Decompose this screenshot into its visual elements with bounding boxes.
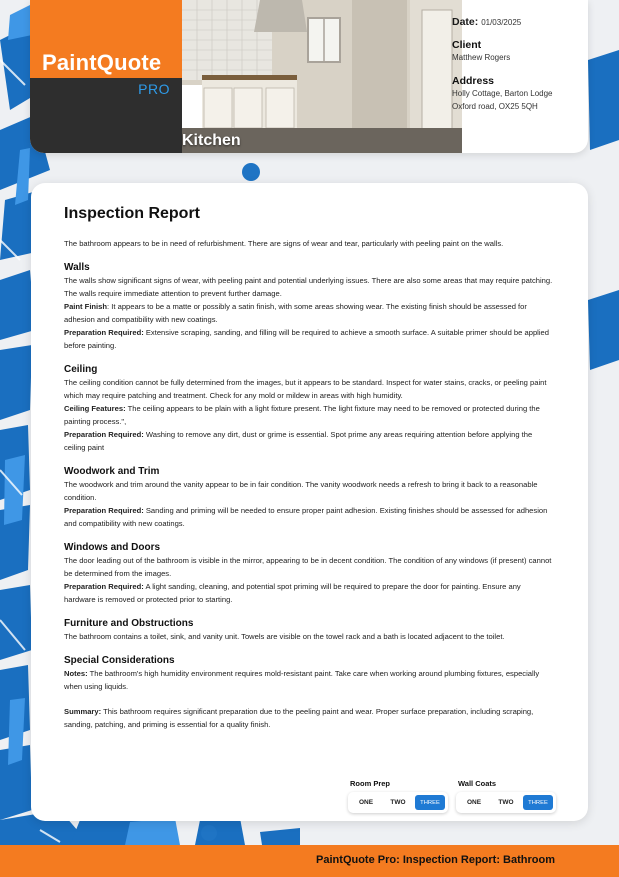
wall-coats-control: [456, 779, 556, 813]
woodwork-text: The woodwork and trim around the vanity appear to be in fair condition. The vanity woodwork needs a refresh to bring it back to a reasonable condition.: [64, 480, 538, 502]
report-title: Inspection Report: [64, 205, 201, 222]
windows-prep-label: Preparation Required:: [64, 582, 144, 591]
address-line-2: Oxford road, OX25 5QH: [452, 102, 538, 111]
room-prep-label: Room Prep: [350, 779, 391, 788]
room-name: Kitchen: [182, 132, 241, 149]
woodwork-prep-label: Preparation Required:: [64, 506, 144, 515]
ceiling-text: The ceiling condition cannot be fully determined from the images, but it appears to be standard. Inspect for water stains, cracks, or peeling paint which may require patching and treatment. Check for any mold or mildew in areas with high humidity.: [64, 378, 547, 400]
walls-heading: Walls: [64, 262, 90, 273]
address-label: Address: [452, 75, 495, 87]
date-value: 01/03/2025: [481, 18, 522, 27]
wall-coats-toggle: [456, 792, 556, 813]
ceiling-prep-text: Washing to remove any dirt, dust or grime is essential. Spot prime any areas requiring attention before applying the ceiling paint: [64, 430, 533, 452]
ceiling-features-label: Ceiling Features:: [64, 404, 126, 413]
header-card: [30, 0, 588, 153]
brand-name: PaintQuote: [42, 50, 162, 75]
address-group: [452, 75, 588, 113]
summary-text: This bathroom requires significant preparation due to the peeling paint and wear. Proper surface preparation, including scraping, sanding, patching, and priming is essential for a quality finish.: [64, 707, 534, 729]
room-prep-one[interactable]: ONE: [358, 799, 374, 806]
woodwork-heading: Woodwork and Trim: [64, 466, 160, 477]
report-intro: The bathroom appears to be in need of refurbishment. There are signs of wear and tear, particularly with peeling paint on the walls.: [64, 239, 504, 248]
walls-finish-label: Paint Finish: [64, 302, 108, 311]
room-prep-toggle: [348, 792, 448, 813]
special-notes: [64, 667, 554, 693]
windows-prep-text: A light sanding, cleaning, and potential spot priming will be required to prepare the door for painting. Ensure any hardware is removed or protected prior to starting.: [64, 582, 521, 604]
walls-prep-label: Preparation Required:: [64, 328, 144, 337]
client-info: [452, 16, 588, 124]
special-notes-label: Notes:: [64, 669, 88, 678]
client-group: [452, 39, 588, 64]
address-line-1: Holly Cottage, Barton Lodge: [452, 89, 553, 98]
walls-text: The walls show significant signs of wear, with peeling paint and potential underlying issues. There are also some areas that may require patching. The walls require immediate attention to prevent further damage.: [64, 276, 553, 298]
windows-text: The door leading out of the bathroom is visible in the mirror, appearing to be in decent condition. The condition of any windows (if present) cannot be determined from the images.: [64, 556, 552, 578]
footer-text: PaintQuote Pro: Inspection Report: Bathroom: [316, 854, 555, 866]
room-photo: [182, 0, 462, 153]
summary-label: Summary:: [64, 707, 102, 716]
windows-heading: Windows and Doors: [64, 542, 161, 553]
walls-prep: [64, 326, 554, 352]
client-value: Matthew Rogers: [452, 53, 511, 62]
client-label: Client: [452, 39, 482, 51]
wall-coats-one[interactable]: ONE: [466, 799, 482, 806]
brand-tier: PRO: [138, 81, 170, 97]
report-body: [64, 205, 554, 731]
special-heading: Special Considerations: [64, 655, 175, 666]
wall-coats-two[interactable]: TWO: [498, 799, 514, 806]
logo-block: [30, 0, 182, 153]
furniture-heading: Furniture and Obstructions: [64, 618, 194, 629]
ceiling-features: [64, 402, 554, 428]
windows-prep: [64, 580, 554, 606]
wall-coats-three[interactable]: THREE: [523, 795, 553, 810]
woodwork-prep: [64, 504, 554, 530]
special-notes-text: The bathroom's high humidity environment requires mold-resistant paint. Take care when working around plumbing fixtures, especially when using liquids.: [64, 669, 540, 691]
decor-dot: [201, 825, 217, 841]
ceiling-prep-label: Preparation Required:: [64, 430, 144, 439]
ceiling-prep: [64, 428, 554, 454]
walls-finish-text: : It appears to be a matte or possibly a satin finish, with some areas showing wear. The existing finish should be assessed for adhesion and compatibility with new coatings.: [64, 302, 527, 324]
footer-bar: [0, 845, 619, 877]
room-prep-control: [348, 779, 448, 813]
room-prep-two[interactable]: TWO: [390, 799, 406, 806]
ceiling-heading: Ceiling: [64, 364, 98, 375]
date-row: [452, 16, 588, 28]
walls-prep-text: Extensive scraping, sanding, and filling will be required to achieve a smooth surface. A suitable primer should be applied before painting.: [64, 328, 549, 350]
woodwork-prep-text: Sanding and priming will be needed to ensure proper paint adhesion. Existing finishes should be assessed for adhesion and compatibility with new coatings.: [64, 506, 548, 528]
kitchen-photo-illustration: [182, 0, 462, 153]
summary: [64, 705, 554, 731]
date-label: Date:: [452, 16, 479, 28]
report-card: [31, 183, 588, 821]
furniture-text: The bathroom contains a toilet, sink, and vanity unit. Towels are visible on the towel rack and a bath is located adjacent to the toilet.: [64, 632, 505, 641]
wall-coats-label: Wall Coats: [458, 779, 497, 788]
walls-finish: [64, 300, 554, 326]
ceiling-features-text: The ceiling appears to be plain with a light fixture present. The light fixture may need to be removed or protected during the painting process.",: [64, 404, 540, 426]
room-prep-three[interactable]: THREE: [415, 795, 445, 810]
decor-dot: [242, 163, 260, 181]
